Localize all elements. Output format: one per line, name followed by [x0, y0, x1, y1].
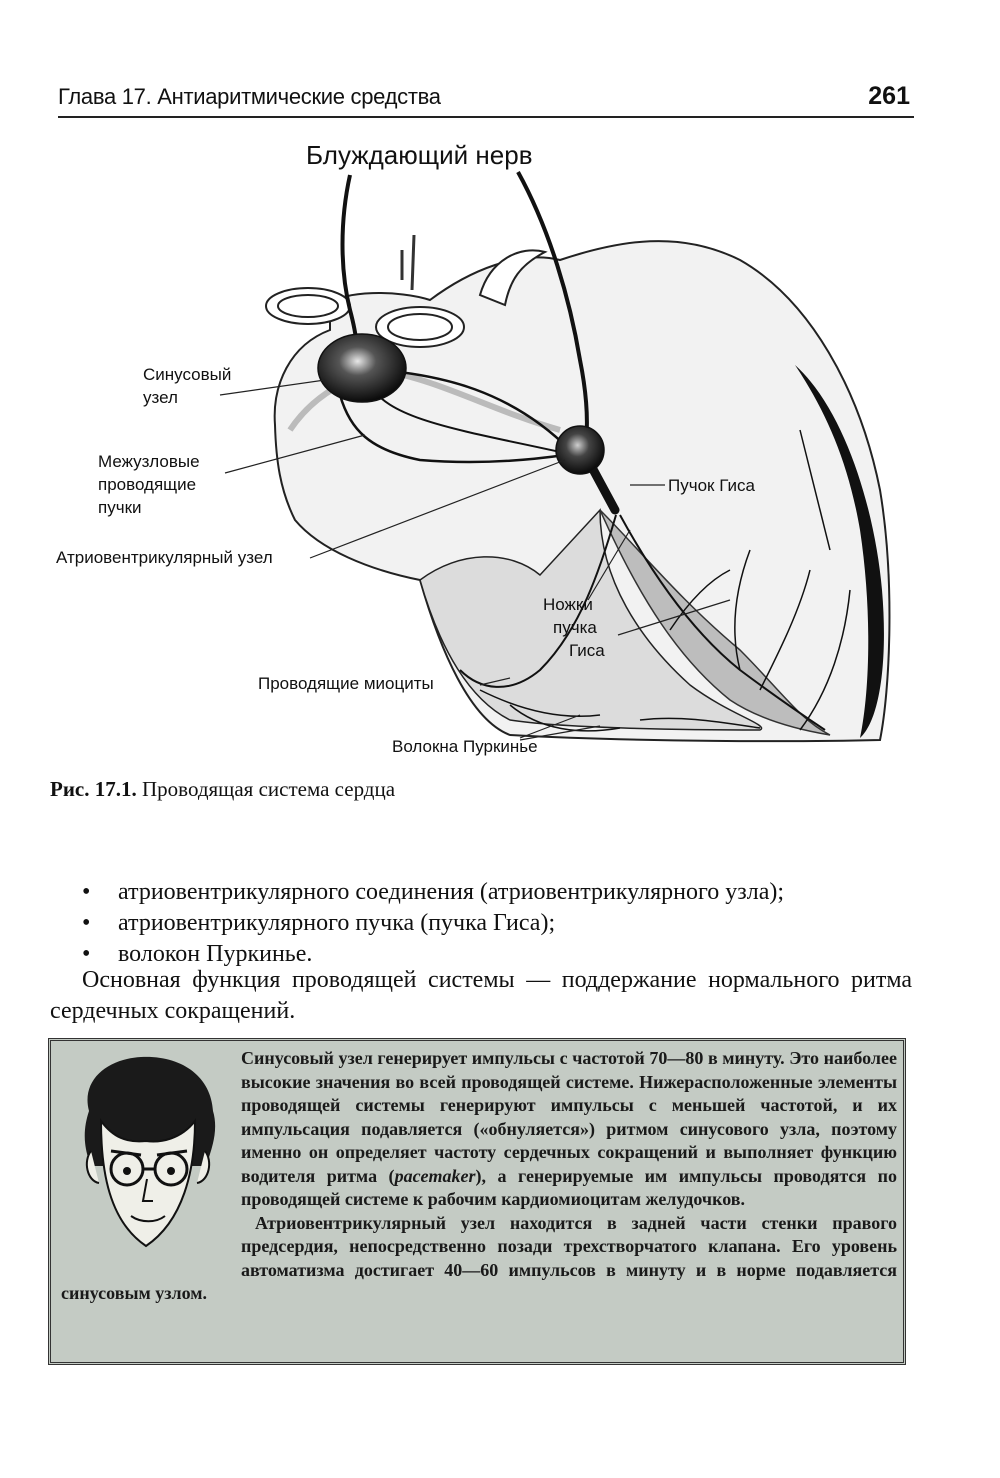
- list-item: • волокон Пуркинье.: [78, 939, 918, 970]
- note-p1-part2: ), а генерируемые им импульсы проводятся по проводящей системе к рабочим кардиомиоцитам желудочков.: [241, 1165, 897, 1209]
- page-header: [58, 80, 914, 118]
- list-item: • атриовентрикулярного соединения (атриовентрикулярного узла);: [78, 877, 918, 908]
- note-p1-part1: Синусовый узел генерирует импульсы с частотой 70—80 в минуту. Это наиболее высокие значения во всей проводящей системе. Нижерасположенные элементы проводящей системы генерируют импульсы с меньшей частотой, и их импульсация подавляется («обнуляется») ритмом синусового узла, поэтому именно он определяет частоту сердечных сокращений и выполняет функцию водителя ритма (: [241, 1048, 897, 1186]
- sinus-node: [318, 334, 406, 402]
- internodal-label-line2: проводящие: [98, 475, 197, 494]
- note-box: [48, 1038, 906, 1365]
- sinus-node-label-line2: узел: [143, 388, 178, 407]
- note-paragraph-2: Атриовентрикулярный узел находится в задней части стенки правого предсердия, непосредственно позади трехстворчатого клапана. Его уровень автоматизма достигает 40—60 импульсов в минуту и в норме подавляется синусовым узлом.: [61, 1212, 897, 1303]
- bundle-branches-label: [543, 593, 623, 662]
- sinus-node-label-line1: Синусовый: [143, 365, 232, 384]
- internodal-label-line3: пучки: [98, 498, 142, 517]
- bullet-list: [78, 877, 918, 970]
- conducting-myocytes-label: Проводящие миоциты: [258, 674, 434, 693]
- av-node: [556, 426, 604, 474]
- av-node-label: Атриовентрикулярный узел: [56, 548, 273, 567]
- caption-text: Проводящая система сердца: [142, 777, 396, 801]
- his-bundle-label: Пучок Гиса: [668, 476, 755, 495]
- note-text: [61, 1047, 897, 1306]
- bundle-branches-line1: Ножки: [543, 595, 593, 614]
- bundle-branches-line2: пучка: [553, 618, 597, 637]
- bundle-branches-line3: Гиса: [569, 641, 605, 660]
- heart-conduction-figure: [40, 130, 940, 770]
- list-item: • атриовентрикулярного пучка (пучка Гиса);: [78, 908, 918, 939]
- vagus-nerve-label: Блуждающий нерв: [306, 140, 533, 170]
- internodal-label-line1: Межузловые: [98, 452, 200, 471]
- figure-caption: [50, 777, 395, 802]
- caption-number: Рис. 17.1.: [50, 777, 137, 801]
- purkinje-label: Волокна Пуркинье: [392, 737, 538, 756]
- sinus-node-label: [143, 363, 231, 409]
- internodal-label: [98, 450, 200, 519]
- note-p1-emphasis: pacemaker: [394, 1165, 476, 1186]
- chapter-title: Глава 17. Антиаритмические средства: [58, 84, 441, 109]
- page-number: 261: [868, 82, 910, 110]
- main-paragraph: Основная функция проводящей системы — поддержание нормального ритма сердечных сокращений.: [50, 967, 912, 1024]
